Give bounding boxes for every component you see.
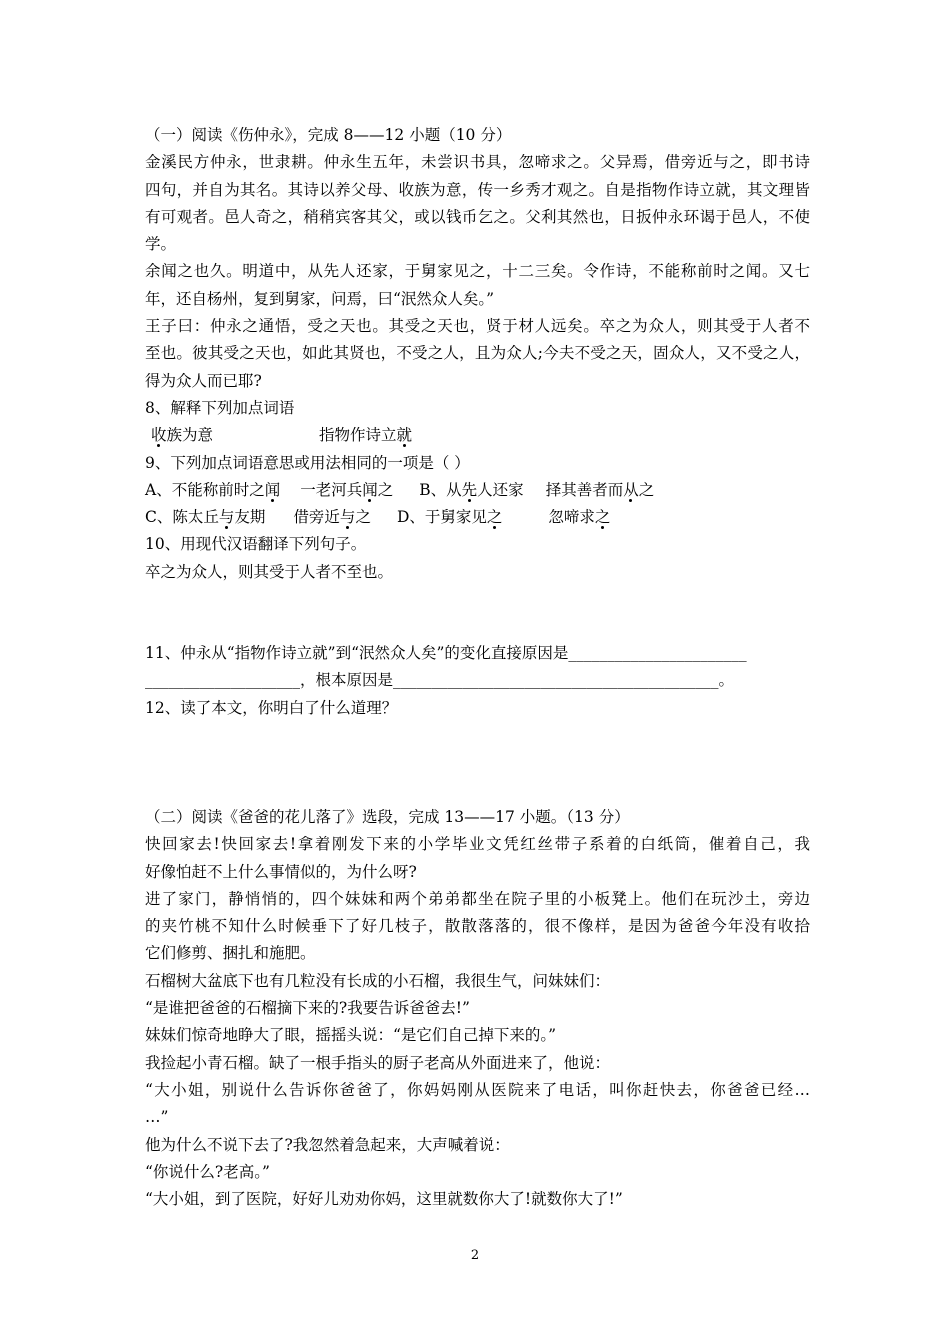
text-line: 我捡起小青石榴。缺了一根手指头的厨子老高从外面进来了，他说： (145, 1053, 611, 1072)
text-line: 至也。彼其受之天也，如此其贤也，不受之人，且为众人;今夫不受之天，固众人，又不受之人， (145, 344, 810, 363)
section1-heading: （一）阅读《伤仲永》，完成 8——12 小题（10 分） (145, 126, 512, 144)
option-d: D、于舅家见 (396, 508, 487, 527)
dotted-char: 收 (151, 426, 167, 445)
text-line: 石榴树大盆底下也有几粒没有长成的小石榴，我很生气，问妹妹们： (145, 971, 611, 990)
text-line: “大小姐，别说什么告诉你爸爸了，你妈妈刚从医院来了电话，叫你赶快去，你爸爸已经… (145, 1080, 810, 1099)
text-line: “大小姐，到了医院，好好儿劝劝你妈，这里就数你大了!就数你大了!” (145, 1190, 623, 1209)
text-line: …” (145, 1108, 169, 1127)
exam-page (145, 122, 810, 1213)
question-8-items (145, 422, 810, 449)
option-a: A、不能称前时之 (145, 480, 265, 499)
option-a-compare: 一老河兵 (300, 480, 363, 499)
dotted-char: 闻 (264, 480, 281, 499)
option-d-compare: 忽啼求 (548, 508, 595, 527)
text-line: “你说什么?老高。” (145, 1162, 270, 1181)
question-9-row-ab (145, 477, 810, 504)
question-10: 10、用现代汉语翻译下列句子。 (145, 535, 367, 554)
text-line: 妹妹们惊奇地睁大了眼，摇摇头说：“是它们自己掉下来的。” (145, 1026, 557, 1045)
text-line: 快回家去!快回家去!拿着刚发下来的小学毕业文凭红丝带子系着的白纸筒，催着自己，我 (145, 835, 810, 854)
page-number: 2 (470, 1248, 480, 1263)
text-line: 的夹竹桃不知什么时候垂下了好几枝子，散散落落的，很不像样，是因为爸爸今年没有收拾 (145, 917, 810, 936)
question-9: 9、下列加点词语意思或用法相同的一项是（ ） (145, 453, 470, 472)
question-8: 8、解释下列加点词语 (145, 398, 295, 417)
text-line: 有可观者。邑人奇之，稍稍宾客其父，或以钱币乞之。父利其然也，日扳仲永环谒于邑人，不使 (145, 207, 810, 226)
dotted-char: 先 (461, 480, 478, 499)
text-line: “是谁把爸爸的石榴摘下来的?我要告诉爸爸去!” (145, 999, 470, 1018)
text-line: 金溪民方仲永，世隶耕。仲永生五年，未尝识书具，忽啼求之。父异焉，借旁近与之，即书诗 (145, 153, 810, 172)
option-b-compare: 择其善者而 (545, 480, 624, 499)
question-11: 11、仲永从“指物作诗立就”到“泯然众人矣”的变化直接原因是_______________________ (145, 644, 747, 663)
answer-space (145, 722, 810, 804)
text: 友期 (234, 508, 266, 527)
text-line: 得为众人而已耶? (145, 371, 262, 390)
text-line: 他为什么不说下去了?我忽然着急起来，大声喊着说： (145, 1135, 510, 1154)
dotted-char: 就 (396, 426, 413, 445)
dotted-char: 之 (594, 508, 611, 527)
text-line: 进了家门，静悄悄的，四个妹妹和两个弟弟都坐在院子里的小板凳上。他们在玩沙土，旁边 (145, 889, 810, 908)
text: 之 (638, 480, 655, 499)
question-12: 12、读了本文，你明白了什么道理？ (145, 698, 398, 717)
question-9-row-cd (145, 504, 810, 531)
section2-heading: （二）阅读《爸爸的花儿落了》选段，完成 13——17 小题。（13 分） (145, 807, 630, 826)
text: 之 (377, 480, 394, 499)
q8-item-a: 族为意 (166, 426, 214, 445)
q8-item-b: 指物作诗立 (319, 426, 397, 445)
text-line: 好像怕赶不上什么事情似的，为什么呀? (145, 862, 417, 881)
text: 之 (355, 508, 371, 527)
answer-space (145, 586, 810, 640)
text-line: 它们修剪、捆扎和施肥。 (145, 944, 316, 963)
dotted-char: 与 (218, 508, 235, 527)
text-line: 王子曰：仲永之通悟，受之天也。其受之天也，贤于材人远矣。卒之为众人，则其受于人者不 (145, 317, 810, 336)
dotted-char: 闻 (362, 480, 378, 499)
option-c-compare: 借旁近 (293, 508, 340, 527)
question-11-cont: ____________________，根本原因是__________________________________________。 (145, 671, 735, 690)
text-line: 学。 (145, 235, 177, 254)
text-line: 四句，并自为其名。其诗以养父母、收族为意，传一乡秀才观之。自是指物作诗立就，其文理皆 (145, 180, 810, 199)
text-line: 年，还自杨州，复到舅家，问焉，曰“泯然众人矣。” (145, 289, 495, 308)
option-c: C、陈太丘 (145, 508, 219, 527)
dotted-char: 之 (486, 508, 503, 527)
dotted-char: 从 (623, 480, 639, 499)
translate-sentence: 卒之为众人，则其受于人者不至也。 (145, 562, 394, 581)
text: 人还家 (477, 480, 524, 499)
dotted-char: 与 (339, 508, 356, 527)
option-b: B、从 (419, 480, 462, 499)
text-line: 余闻之也久。明道中，从先人还家，于舅家见之，十二三矣。令作诗，不能称前时之闻。又七 (145, 262, 810, 281)
